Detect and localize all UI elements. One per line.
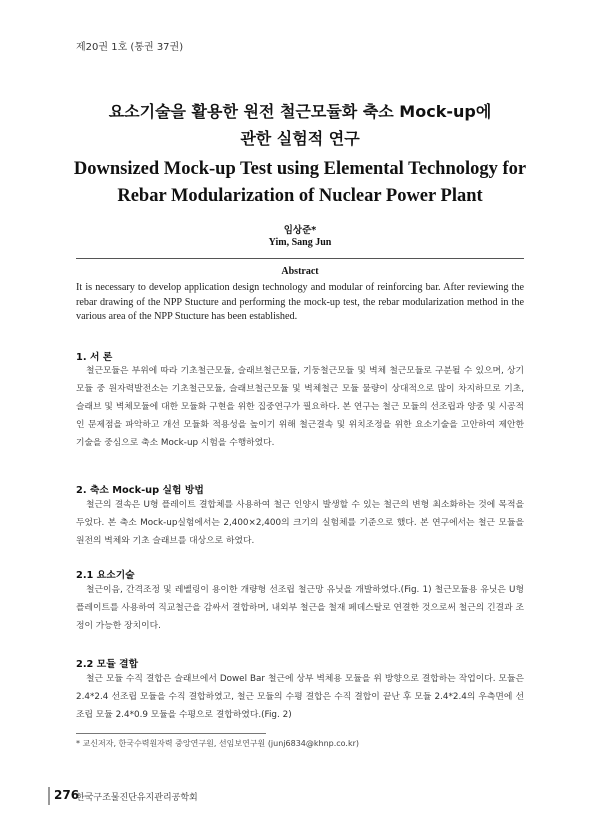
english-title [40, 156, 560, 210]
author-english: Yim, Sang Jun [268, 237, 332, 248]
english-title-line-1: Downsized Mock-up Test using Elemental Technology for [73, 159, 527, 179]
section-body-method: 철근의 결속은 U형 플레이트 결합체를 사용하여 철근 인양시 발생할 수 있는 철근의 변형 최소화하는 것에 목적을 두었다. 본 축소 Mock-up실험에서는 2,400×2,400의 크기의 실험체를 기준으로 했다. 본 연구에서는 철근 모듈을 원전의 벽체와 기초 슬래브를 대상으로 하였다. [76, 500, 524, 546]
korean-title-line-2: 관한 실험적 연구 [240, 129, 360, 148]
journal-name: 한국구조물진단유지관리공학회 [76, 793, 198, 803]
korean-title-line-1: 요소기술을 활용한 원전 철근모듈화 축소 Mock-up에 [108, 102, 492, 121]
abstract-body: It is necessary to develop application design technology and modular of reinforcing bar. After reviewing the rebar drawing of the NPP Stucture and performing the mock-up test, the rebar modularization method in the various area of the NPP Stucture has been established. [76, 282, 524, 322]
footer-bar [48, 787, 50, 805]
author-korean: 임상준* [283, 225, 317, 236]
section-heading-module-joining: 2.2 모듈 결합 [76, 659, 139, 670]
abstract-heading: Abstract [281, 266, 319, 277]
page-number: 276 [54, 788, 80, 802]
section-heading-method: 2. 축소 Mock-up 실험 방법 [76, 485, 204, 496]
section-body-elemental-technology: 철근이음, 간격조정 및 레벨링이 용이한 개량형 선조립 철근망 유닛을 개발하였다.(Fig. 1) 철근모듈용 유닛은 U형 플레이트를 사용하여 직교철근을 감싸서 결합하며, 내외부 철근을 철재 페데스탈로 연결한 것으로써 철근의 긴결과 조정이 가능한 장치이다. [76, 585, 524, 631]
section-body-introduction: 철근모듈은 부위에 따라 기초철근모듈, 슬래브철근모듈, 기둥철근모듈 및 벽체 철근모듈로 구분될 수 있으며, 상기 모듈 중 원자력발전소는 기초철근모듈, 슬래브철근모듈 및 벽체철근 모듈 물량이 상대적으로 많이 차지하므로 기초, 슬래브 및 벽체모듈에 대한 모듈화 구현을 위한 집중연구가 필요하다. 본 연구는 철근 모듈의 선조립과 양중 및 시공적인 문제점을 파악하고 개선 모듈화 적용성을 높이기 위해 철근결속 및 위치조정을 위한 요소기술을 고안하여 제안한 기술을 중심으로 축소 Mock-up 시험을 수행하였다. [76, 366, 524, 448]
section-heading-introduction: 1. 서 론 [76, 352, 113, 363]
issue-info: 제20권 1호 (통권 37권) [76, 42, 184, 53]
section-heading-elemental-technology: 2.1 요소기술 [76, 570, 135, 581]
section-body-module-joining: 철근 모듈 수직 결합은 슬래브에서 Dowel Bar 철근에 상부 벽체용 모듈을 위 방향으로 결합하는 작업이다. 모듈은 2.4*2.4 선조립 모듈을 수직 결합하였고, 철근 모듈의 수평 결합은 수직 결합이 끝난 후 모듈 2.4*2.4의 우측면에 선조립 모듈 2.4*0.9 모듈을 수평으로 결합하였다.(Fig. 2) [76, 674, 524, 720]
footnote-divider [76, 733, 266, 734]
korean-title [60, 98, 540, 152]
english-title-line-2: Rebar Modularization of Nuclear Power Plant [117, 186, 483, 206]
footnote: * 교신저자, 한국수력원자력 중앙연구원, 선임보연구원 (junj6834@khnp.co.kr) [76, 739, 360, 748]
header-divider [76, 258, 524, 259]
